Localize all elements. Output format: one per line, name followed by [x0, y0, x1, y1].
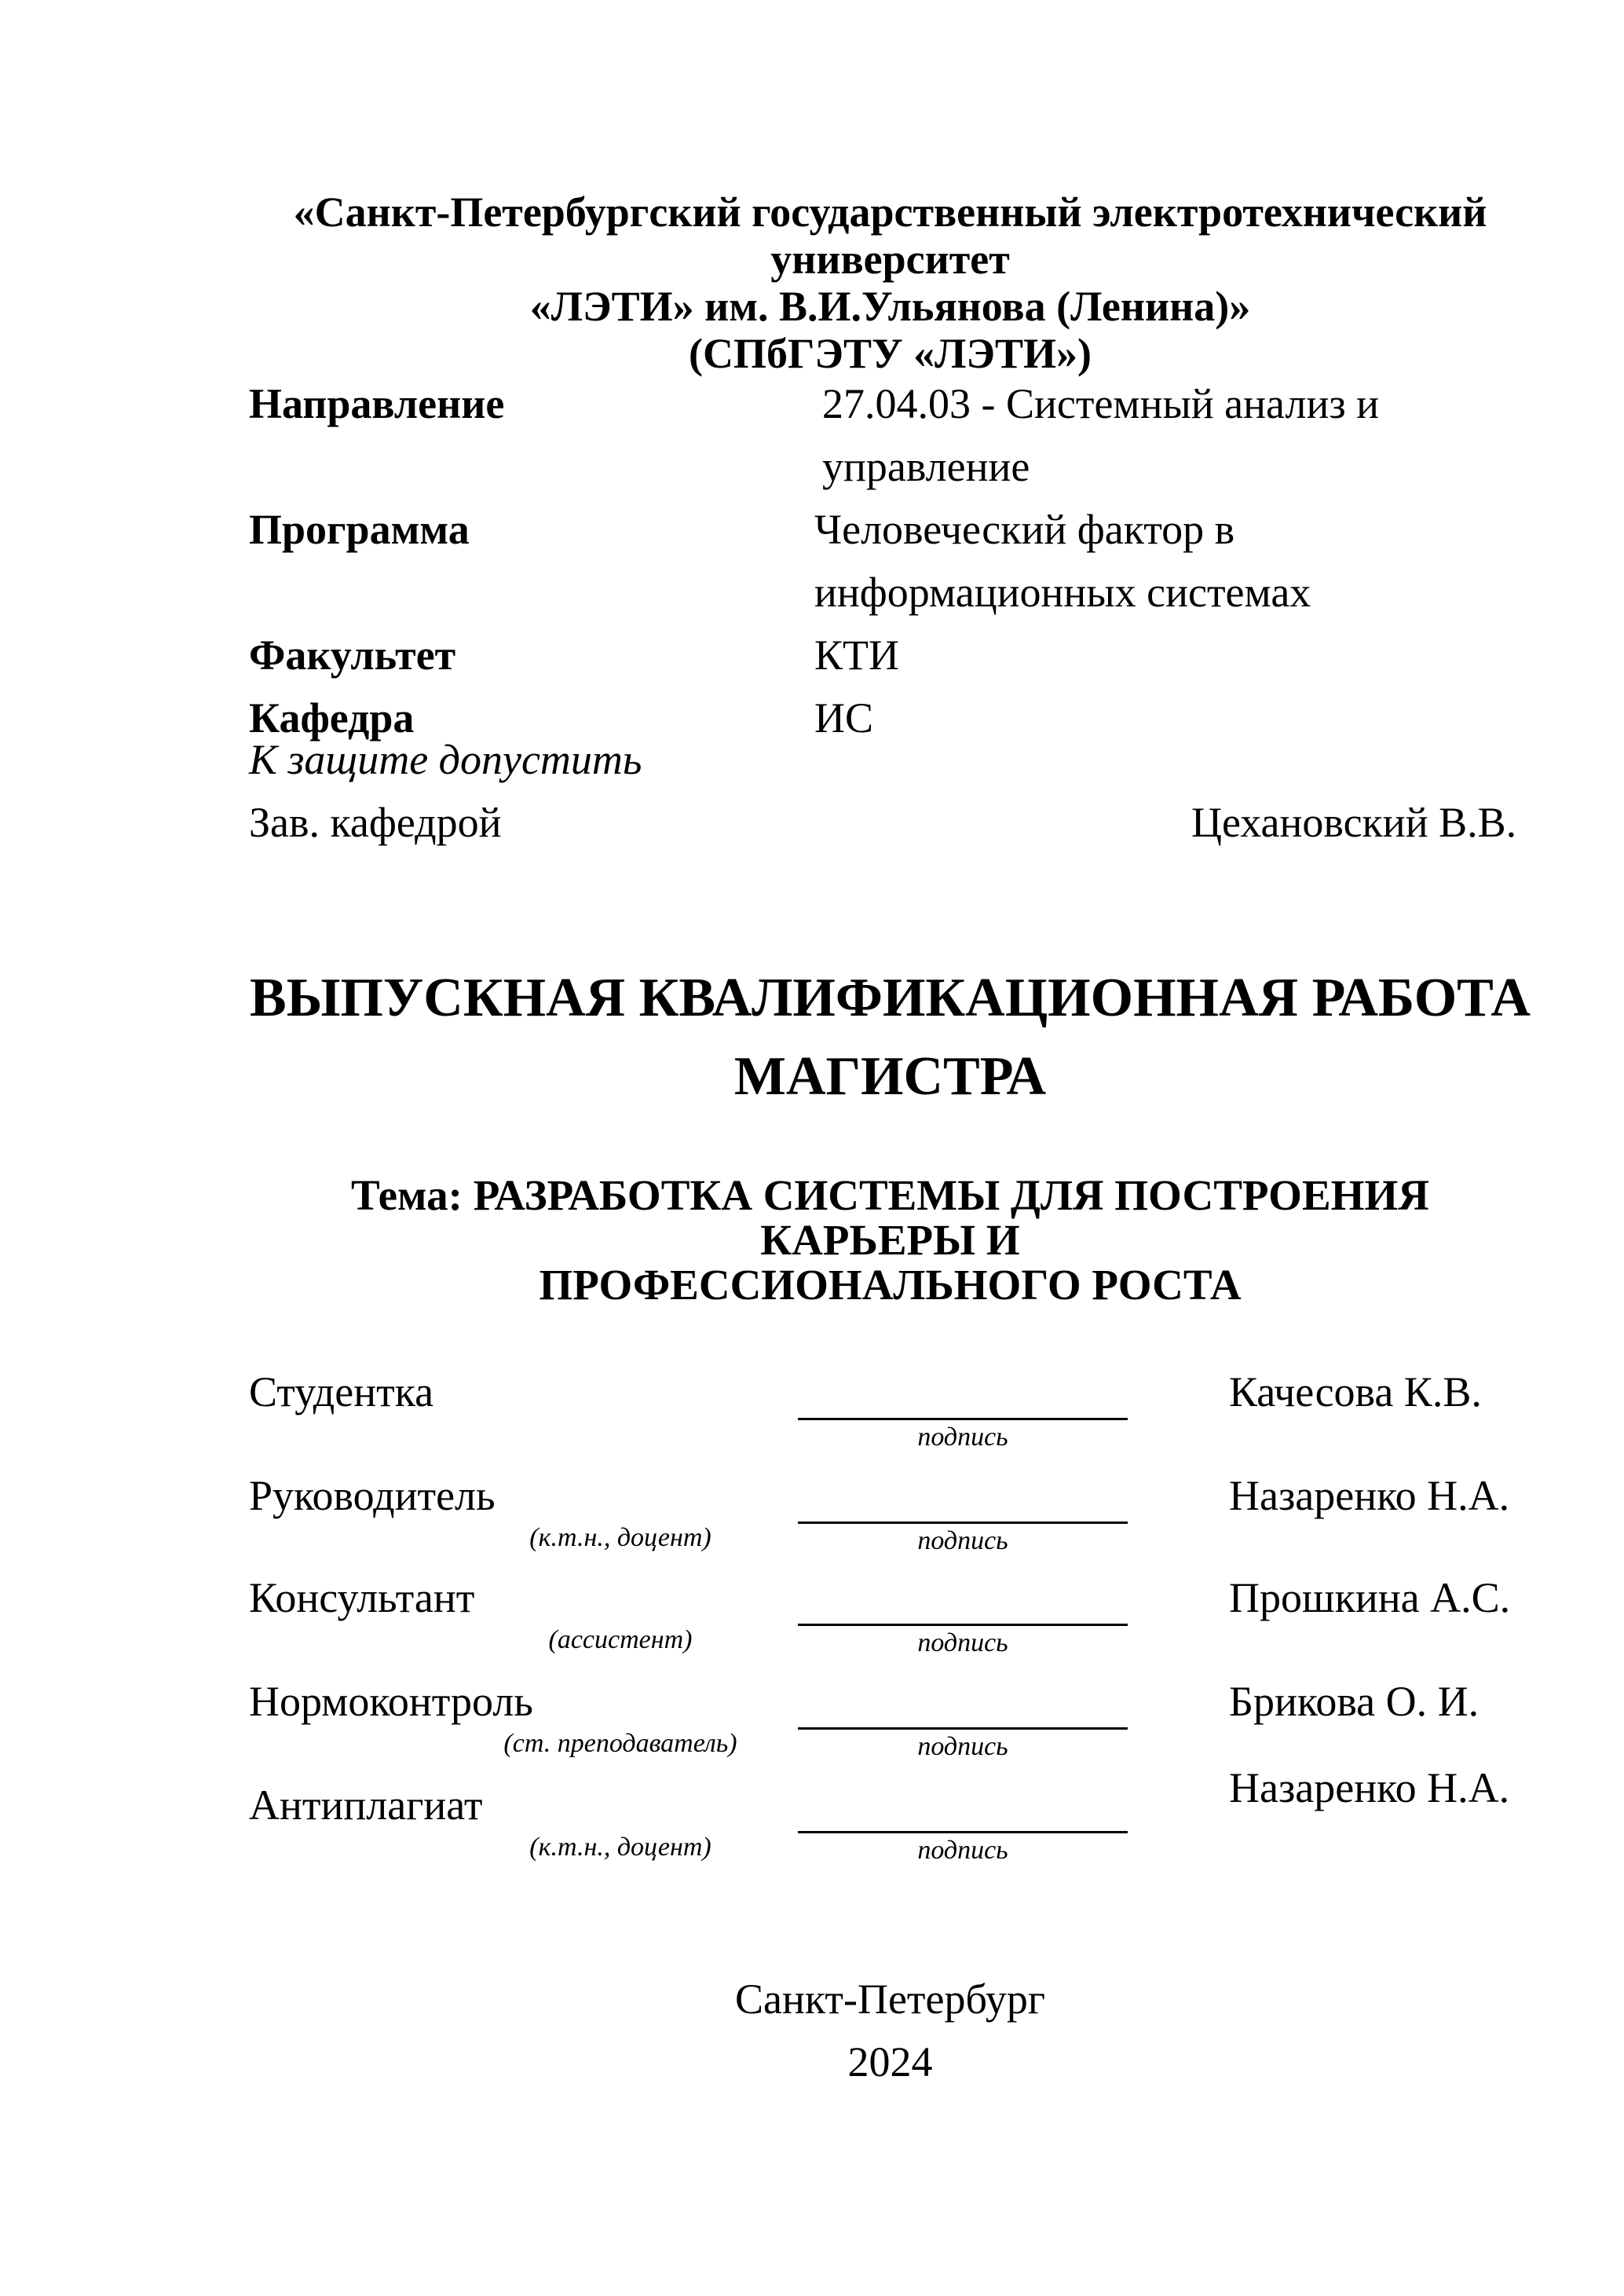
signature-row-student	[249, 1368, 1531, 1474]
signer-name-student: Качесова К.В.	[1229, 1368, 1482, 1415]
footer-year: 2024	[847, 2038, 933, 2085]
signature-line	[798, 1522, 1128, 1524]
signature-line	[798, 1831, 1128, 1833]
signature-caption: подпись	[917, 1628, 1008, 1657]
university-header-line-1: «Санкт-Петербургский государственный электротехнический университет	[293, 189, 1487, 283]
signer-name-norm-control: Брикова О. И.	[1229, 1678, 1480, 1725]
signature-caption: подпись	[917, 1526, 1008, 1555]
topic-title	[249, 1173, 1531, 1307]
field-label-faculty: Факультет	[249, 632, 456, 679]
signature-line	[798, 1727, 1128, 1730]
role-label-antiplagiarism: Антиплагиат	[249, 1782, 483, 1829]
field-row-program	[249, 498, 1531, 624]
field-row-faculty	[249, 624, 1531, 687]
field-value-program: Человеческий фактор в информационных системах	[814, 506, 1311, 616]
signer-name-antiplagiarism: Назаренко Н.А.	[1229, 1764, 1510, 1811]
department-head-row	[249, 791, 1531, 854]
university-header-line-2: «ЛЭТИ» им. В.И.Ульянова (Ленина)»	[529, 283, 1251, 330]
field-value-direction: 27.04.03 - Системный анализ и управление	[822, 380, 1380, 490]
footer	[249, 1968, 1531, 2093]
signature-caption: подпись	[917, 1423, 1008, 1452]
department-head-label: Зав. кафедрой	[249, 799, 502, 846]
signature-row-consultant	[249, 1576, 1531, 1680]
signer-name-consultant: Прошкина А.С.	[1229, 1574, 1511, 1621]
qualification-label-antiplagiarism: (к.т.н., доцент)	[529, 1833, 711, 1862]
topic-line-1: Тема: РАЗРАБОТКА СИСТЕМЫ ДЛЯ ПОСТРОЕНИЯ КАРЬЕРЫ И	[351, 1171, 1429, 1264]
signature-row-antiplagiarism	[249, 1764, 1531, 1888]
work-title-line-2: МАГИСТРА	[733, 1046, 1047, 1107]
field-label-department: Кафедра	[249, 694, 415, 742]
field-label-direction: Направление	[249, 380, 505, 427]
signature-row-supervisor	[249, 1474, 1531, 1578]
university-header	[249, 189, 1531, 377]
qualification-label-norm-control: (ст. преподаватель)	[503, 1729, 737, 1758]
field-value-faculty: КТИ	[814, 632, 899, 679]
page-content	[249, 0, 1531, 2296]
topic-line-2: ПРОФЕССИОНАЛЬНОГО РОСТА	[539, 1261, 1242, 1309]
field-row-direction	[249, 372, 1531, 498]
signature-line	[798, 1624, 1128, 1626]
work-title	[249, 959, 1531, 1116]
qualification-label-consultant: (ассистент)	[548, 1625, 693, 1654]
signature-caption: подпись	[917, 1732, 1008, 1761]
work-title-line-1: ВЫПУСКНАЯ КВАЛИФИКАЦИОННАЯ РАБОТА	[250, 968, 1531, 1028]
signature-caption: подпись	[917, 1836, 1008, 1865]
signer-name-supervisor: Назаренко Н.А.	[1229, 1472, 1510, 1519]
admission-note: К защите допустить	[249, 736, 642, 783]
footer-city: Санкт-Петербург	[734, 1976, 1046, 2023]
department-head-name: Цехановский В.В.	[1191, 799, 1517, 846]
signature-line	[798, 1418, 1128, 1420]
role-label-student: Студентка	[249, 1368, 434, 1415]
role-label-norm-control: Нормоконтроль	[249, 1678, 533, 1725]
admission-block	[249, 728, 1531, 854]
role-label-supervisor: Руководитель	[249, 1472, 496, 1519]
program-fields	[249, 372, 1531, 749]
field-value-department: ИС	[814, 694, 874, 742]
qualification-label-supervisor: (к.т.н., доцент)	[529, 1523, 711, 1552]
university-header-line-3: (СПбГЭТУ «ЛЭТИ»)	[689, 330, 1092, 377]
role-label-consultant: Консультант	[249, 1574, 475, 1621]
field-label-program: Программа	[249, 506, 470, 553]
